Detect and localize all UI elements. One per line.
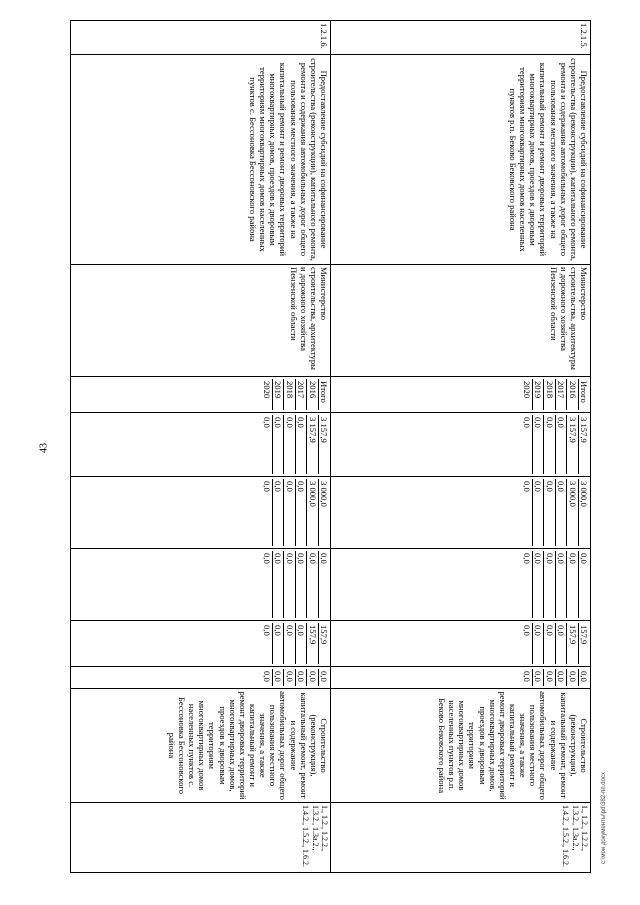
year-cell: 2016 (566, 379, 577, 410)
amount-cell: 0,0 (306, 551, 317, 618)
amount-cell: 0,0 (295, 415, 306, 474)
amount-cell: 0,0 (566, 551, 577, 618)
year-list (71, 377, 331, 413)
amount-cell: 3 000,0 (318, 479, 329, 546)
row-number: 1.2.1.6. (71, 21, 331, 55)
amount-cell: 157,9 (318, 623, 329, 664)
executor: Министерство строительства, архитектуры и дорожного хозяйства Пензенской области (331, 265, 591, 377)
amount-cell: 0,0 (283, 623, 294, 664)
expected-result: Строительство (реконструкция), капитальный ремонт, ремонт и содержание автомобильных дорог общего пользования местного значения, а также капитальный ремонт и ремонт дворовых территорий многоквартирных домов, проездов к дворовым территориям многоквартирных домов населенных пунктов р.п. Беково Бековского района (331, 689, 591, 803)
amount-cell: 0,0 (272, 551, 283, 618)
event-description: Предоставление субсидий на софинансирование строительства (реконструкции), капитального ремонта, ремонта и содержания автомобильных дорог общего пользования местного значения, а также на капитальный ремонт и ремонт дворовых территорий многоквартирных домов, проездов к дворовым территориям многоквартирных домов населенных пунктов р.п. Беково Бековского района (331, 55, 591, 265)
year-cell: 2018 (283, 379, 294, 410)
executor: Министерство строительства, архитектуры и дорожного хозяйства Пензенской области (71, 265, 331, 377)
year-cell: 2019 (532, 379, 543, 410)
amount-cell: 0,0 (295, 551, 306, 618)
year-cell: 2019 (272, 379, 283, 410)
amount-cell: 0,0 (262, 671, 273, 682)
amount-cell: 0,0 (295, 669, 306, 686)
year-cell: 2018 (543, 379, 554, 410)
program-table (70, 20, 591, 873)
table-row (71, 21, 331, 873)
amount-cell: 157,9 (306, 623, 317, 664)
year-cell: 2016 (306, 379, 317, 410)
amount-cell: 0,0 (306, 669, 317, 686)
page-number: 43 (38, 443, 50, 453)
amount-cell: 0,0 (522, 671, 533, 682)
expected-result: Строительство (реконструкция), капитальный ремонт, ремонт и содержание автомобильных дорог общего пользования местного значения, а также капитальный ремонт и ремонт дворовых территорий многоквартирных домов, проездов к дворовым территориям многоквартирных домов населенных пунктов с. Бессоновка Бессоновского района (71, 689, 331, 803)
amount-cell: 0,0 (318, 551, 329, 618)
local-budget-list (71, 621, 331, 667)
amount-cell: 0,0 (532, 551, 543, 618)
amount-cell: 0,0 (318, 669, 329, 686)
amount-cell: 0,0 (283, 415, 294, 474)
amount-cell: 0,0 (283, 669, 294, 686)
amount-cell: 3 157,9 (306, 415, 317, 474)
federal-budget-list (331, 549, 591, 621)
amount-cell: 3 000,0 (306, 479, 317, 546)
amount-cell: 0,0 (532, 669, 543, 686)
year-list (331, 377, 591, 413)
amount-cell: 0,0 (262, 553, 273, 564)
amount-cell: 0,0 (555, 479, 566, 546)
amount-cell: 0,0 (283, 551, 294, 618)
amount-cell: 0,0 (543, 551, 554, 618)
year-cell: Итого (578, 379, 589, 410)
amount-cell: 0,0 (532, 415, 543, 474)
amount-cell: 3 000,0 (578, 479, 589, 546)
rotated-table-wrapper (71, 20, 591, 872)
event-description: Предоставление субсидий на софинансирование строительства (реконструкции), капитального ремонта, ремонта и содержания автомобильных дорог общего пользования местного значения, а также на капитальный ремонт и ремонт дворовых территорий многоквартирных домов, проездов к дворовым территориям многоквартирных домов населенных пунктов с. Бессоновка Бессоновского района (71, 55, 331, 265)
amount-cell: 0,0 (522, 417, 533, 428)
extra-budget-list (71, 667, 331, 689)
amount-cell: 157,9 (578, 623, 589, 664)
amount-cell: 0,0 (543, 479, 554, 546)
federal-budget-list (71, 549, 331, 621)
amount-cell: 3 000,0 (566, 479, 577, 546)
year-cell: Итого (318, 379, 329, 410)
year-cell: 2017 (295, 379, 306, 410)
amount-cell: 0,0 (555, 669, 566, 686)
amount-cell: 0,0 (272, 479, 283, 546)
extra-budget-list (331, 667, 591, 689)
amount-cell: 3 157,9 (578, 415, 589, 474)
year-cell: 2020 (262, 381, 273, 399)
amount-cell: 0,0 (522, 625, 533, 636)
regional-budget-list (331, 477, 591, 549)
table-row (331, 21, 591, 873)
footer-file-path: c:\мои документы\pd\382-пп.docx (601, 772, 607, 864)
amount-cell: 0,0 (295, 479, 306, 546)
amount-cell: 0,0 (555, 551, 566, 618)
amount-cell: 0,0 (532, 623, 543, 664)
amount-cell: 0,0 (555, 623, 566, 664)
year-cell: 2017 (555, 379, 566, 410)
amount-cell: 0,0 (272, 623, 283, 664)
total-amount-list (331, 413, 591, 477)
amount-cell: 0,0 (543, 415, 554, 474)
indicator-links: 1., 1.2., 1.2.2., 1.3.2., 1.3а.2., 1.4.2., 1.5.2., 1.6.2. (331, 803, 591, 873)
local-budget-list (331, 621, 591, 667)
amount-cell: 0,0 (522, 553, 533, 564)
amount-cell: 0,0 (555, 415, 566, 474)
amount-cell: 0,0 (272, 669, 283, 686)
amount-cell: 0,0 (295, 623, 306, 664)
amount-cell: 0,0 (522, 481, 533, 492)
amount-cell: 0,0 (262, 417, 273, 428)
amount-cell: 0,0 (262, 625, 273, 636)
amount-cell: 0,0 (283, 479, 294, 546)
amount-cell: 0,0 (532, 479, 543, 546)
amount-cell: 0,0 (578, 669, 589, 686)
amount-cell: 0,0 (262, 481, 273, 492)
indicator-links: 1., 1.2., 1.2.2., 1.3.2., 1.3а.2., 1.4.2., 1.5.2., 1.6.2. (71, 803, 331, 873)
row-number: 1.2.1.5. (331, 21, 591, 55)
amount-cell: 157,9 (566, 623, 577, 664)
amount-cell: 0,0 (566, 669, 577, 686)
amount-cell: 3 157,9 (318, 415, 329, 474)
amount-cell: 0,0 (578, 551, 589, 618)
amount-cell: 0,0 (543, 669, 554, 686)
total-amount-list (71, 413, 331, 477)
amount-cell: 0,0 (272, 415, 283, 474)
amount-cell: 3 157,9 (566, 415, 577, 474)
year-cell: 2020 (522, 381, 533, 399)
amount-cell: 0,0 (543, 623, 554, 664)
regional-budget-list (71, 477, 331, 549)
